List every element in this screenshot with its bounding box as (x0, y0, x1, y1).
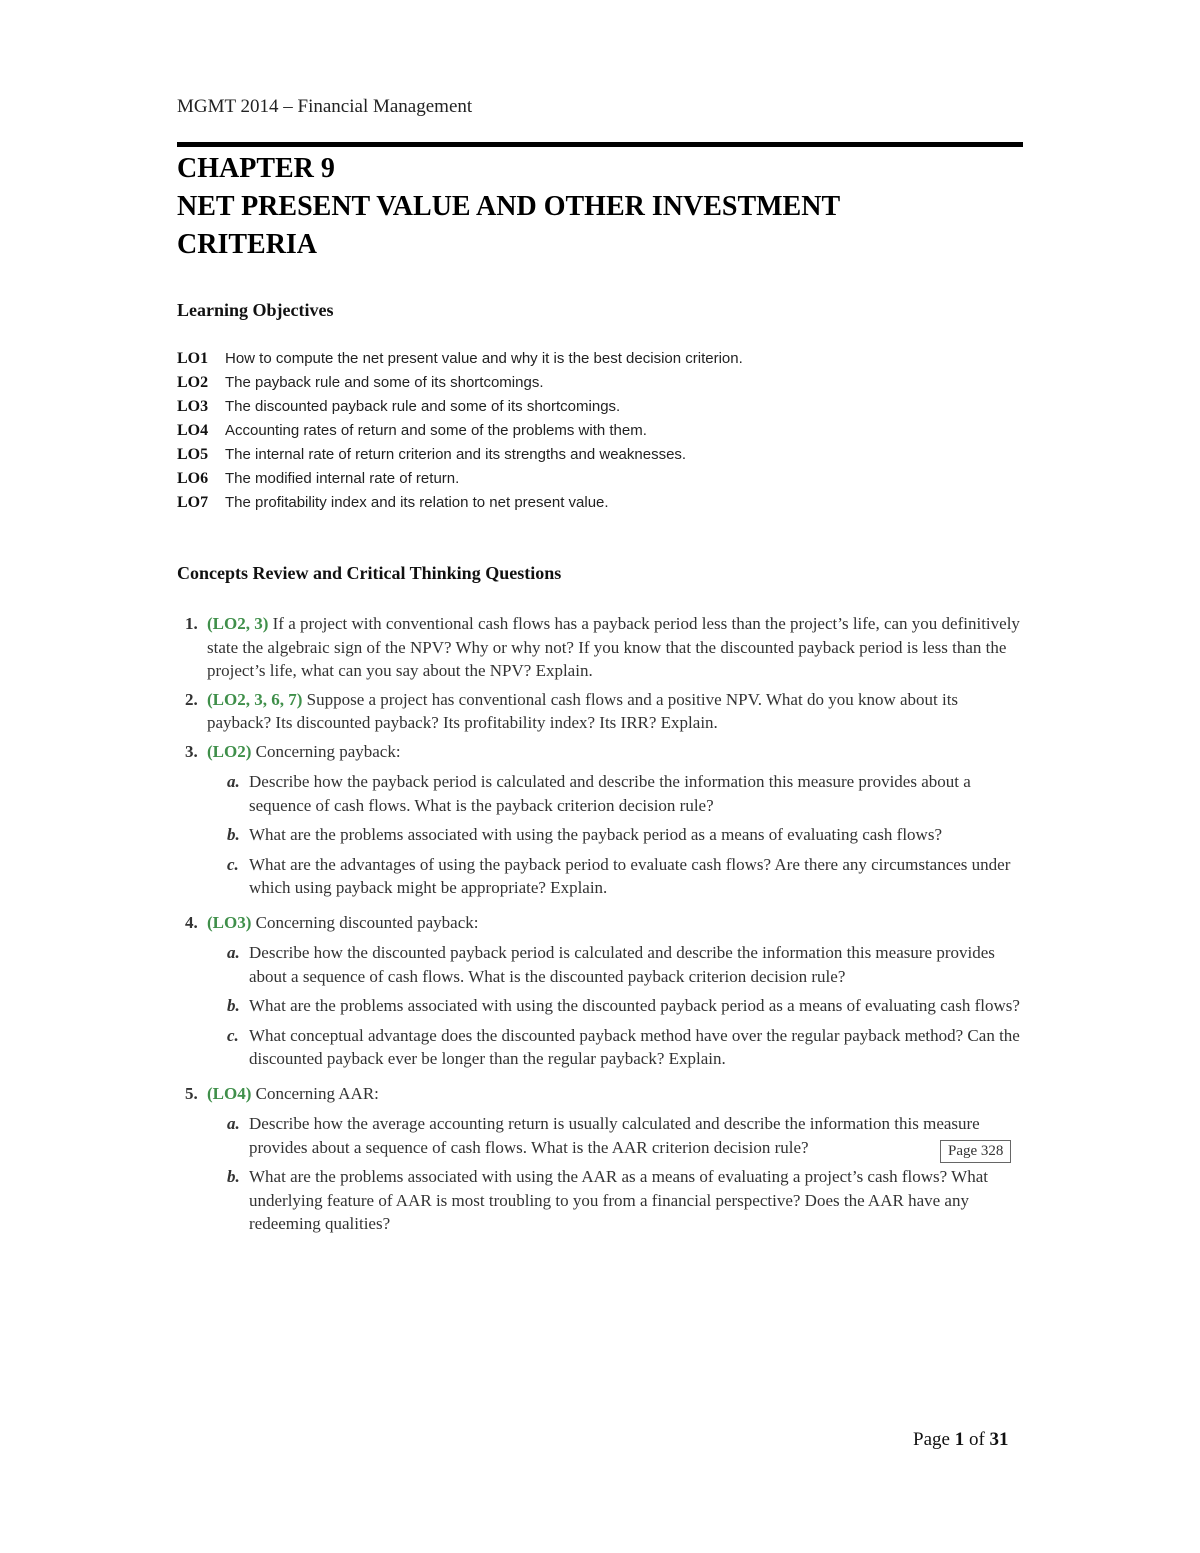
lo-text: The modified internal rate of return. (225, 470, 460, 487)
question-body (207, 688, 1025, 735)
list-item (177, 491, 743, 515)
sub-question-letter: b. (227, 996, 240, 1015)
sub-question (227, 823, 1025, 847)
sub-question-letter: a. (227, 1114, 240, 1133)
lo-code: LO5 (177, 446, 209, 463)
sub-question-letter: b. (227, 1167, 240, 1186)
question-2 (185, 688, 1025, 735)
sub-question (227, 1024, 1025, 1071)
question-number: 3. (185, 741, 198, 761)
page-footer (913, 1429, 1009, 1451)
question-number: 5. (185, 1083, 198, 1103)
question-body (207, 612, 1025, 683)
sub-question (227, 1112, 1025, 1159)
lo-text: The payback rule and some of its shortcomings. (225, 374, 544, 391)
learning-objectives-list (177, 347, 743, 515)
sub-question-letter: c. (227, 854, 239, 874)
lo-text: The internal rate of return criterion and its strengths and weaknesses. (225, 446, 687, 463)
footer-current-page: 1 (954, 1429, 965, 1450)
sub-question-text: What are the problems associated with using the payback period as a means of evaluating cash flows? (249, 825, 942, 844)
question-text: Suppose a project has conventional cash flows and a positive NPV. What do you know about its payback? Its discounted payback? Its profitability index? Its IRR? Explain. (207, 689, 959, 732)
textbook-page-tag (940, 1140, 1011, 1163)
question-5 (185, 1082, 1025, 1242)
question-text: Concerning AAR: (255, 1083, 379, 1103)
lo-code: LO4 (177, 422, 209, 439)
question-text: Concerning payback: (255, 741, 401, 761)
question-ref: (LO2, 3) (207, 614, 269, 633)
sub-question (227, 941, 1025, 988)
sub-question-list (227, 941, 1025, 1071)
chapter-title (177, 150, 840, 264)
footer-middle: of (964, 1429, 990, 1450)
lo-code: LO1 (177, 350, 209, 367)
question-ref: (LO3) (207, 912, 252, 932)
sub-question (227, 994, 1025, 1018)
list-item (177, 443, 743, 467)
question-1 (185, 612, 1025, 683)
lo-text: Accounting rates of return and some of the problems with them. (225, 422, 647, 439)
footer-prefix: Page (913, 1429, 955, 1450)
list-item (177, 347, 743, 371)
question-3 (185, 740, 1025, 906)
sub-question-text: Describe how the discounted payback period is calculated and describe the information this measure provides about a sequence of cash flows. What is the discounted payback criterion decision rule? (249, 943, 995, 986)
question-ref: (LO2) (207, 741, 252, 761)
sub-question-text: Describe how the average accounting return is usually calculated and describe the information this measure provides about a sequence of cash flows. What is the AAR criterion decision rule? (249, 1114, 980, 1157)
sub-question-letter: a. (227, 772, 240, 791)
question-4 (185, 911, 1025, 1077)
sub-question-letter: a. (227, 943, 240, 962)
sub-question-letter: b. (227, 825, 240, 844)
header-rule (177, 142, 1023, 147)
lo-text: The profitability index and its relation to net present value. (225, 494, 609, 511)
question-body (207, 740, 1025, 906)
lo-text: How to compute the net present value and why it is the best decision criterion. (225, 350, 743, 367)
chapter-title-line-1: NET PRESENT VALUE AND OTHER INVESTMENT (177, 191, 841, 222)
list-item (177, 419, 743, 443)
questions-list (185, 612, 1025, 1247)
question-body (207, 1082, 1025, 1242)
sub-question (227, 770, 1025, 817)
sub-question-list (227, 770, 1025, 900)
list-item (177, 371, 743, 395)
question-number: 4. (185, 912, 198, 932)
question-ref: (LO4) (207, 1083, 252, 1103)
lo-code: LO3 (177, 398, 209, 415)
sub-question-text: Describe how the payback period is calculated and describe the information this measure provides about a sequence of cash flows. What is the payback criterion decision rule? (249, 772, 971, 815)
textbook-page-label: Page 328 (948, 1143, 1004, 1159)
question-ref: (LO2, 3, 6, 7) (207, 689, 303, 709)
sub-question-text: What are the advantages of using the payback period to evaluate cash flows? Are there any circumstances under which using payback might be appropriate? Explain. (249, 854, 1011, 897)
course-header: MGMT 2014 – Financial Management (177, 96, 473, 117)
footer-total-pages: 31 (989, 1429, 1009, 1450)
lo-code: LO2 (177, 374, 209, 391)
question-body (207, 911, 1025, 1077)
concepts-review-heading: Concepts Review and Critical Thinking Questions (177, 563, 562, 583)
lo-text: The discounted payback rule and some of its shortcomings. (225, 398, 621, 415)
sub-question (227, 853, 1025, 900)
sub-question-text: What are the problems associated with using the discounted payback period as a means of evaluating cash flows? (249, 996, 1020, 1015)
lo-code: LO7 (177, 494, 209, 511)
list-item (177, 395, 743, 419)
lo-code: LO6 (177, 470, 209, 487)
sub-question-list (227, 1112, 1025, 1236)
question-number: 2. (185, 689, 198, 709)
question-number: 1. (185, 614, 198, 633)
question-text: If a project with conventional cash flows has a payback period less than the project’s life, can you definitively state the algebraic sign of the NPV? Why or why not? If you know that the discounted payback period is less than the project’s life, what can you say about the NPV? Explain. (207, 614, 1020, 680)
question-text: Concerning discounted payback: (255, 912, 479, 932)
chapter-title-line-2: CRITERIA (177, 229, 318, 260)
sub-question-text: What are the problems associated with using the AAR as a means of evaluating a project’s cash flows? What underlying feature of AAR is most troubling to you from a financial perspective? Does the AAR have any redeeming qualities? (249, 1167, 988, 1233)
learning-objectives-heading: Learning Objectives (177, 300, 334, 320)
sub-question-text: What conceptual advantage does the discounted payback method have over the regular payback method? Can the discounted payback ever be longer than the regular payback? Explain. (249, 1025, 1020, 1068)
list-item (177, 467, 743, 491)
sub-question (227, 1165, 1025, 1236)
sub-question-letter: c. (227, 1025, 239, 1045)
chapter-number: CHAPTER 9 (177, 153, 335, 184)
